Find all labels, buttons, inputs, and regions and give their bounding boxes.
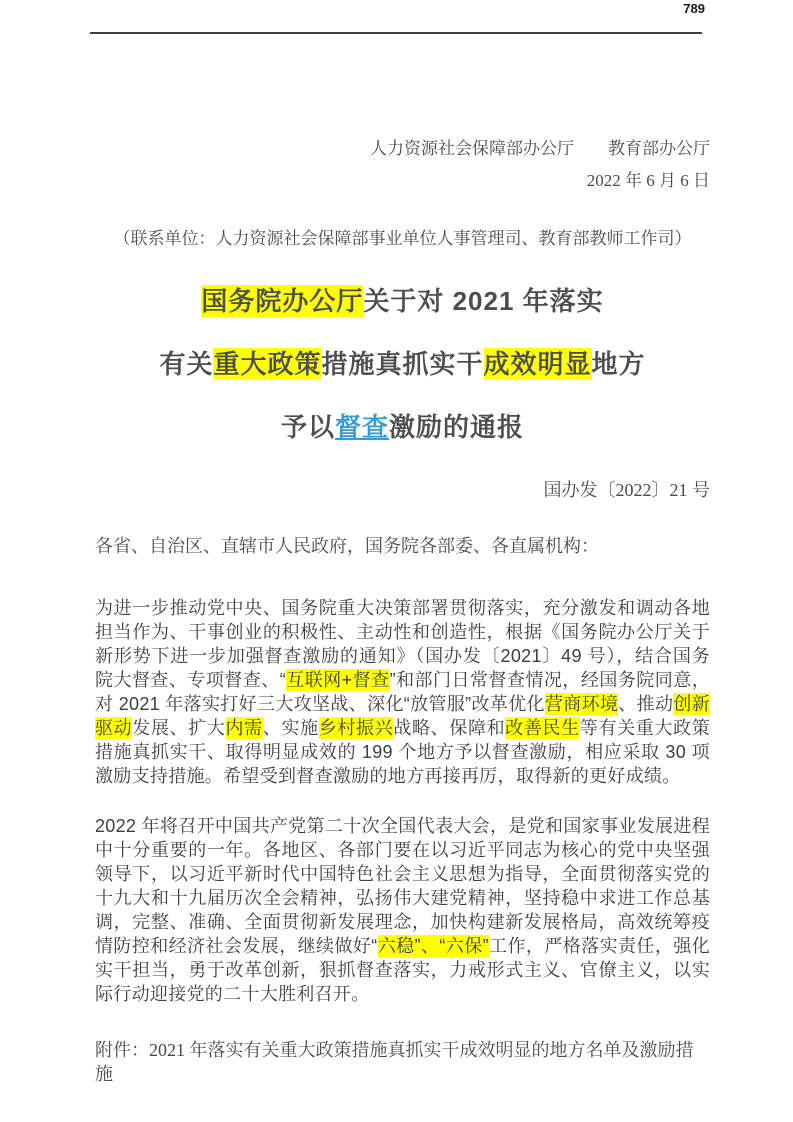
page-number: 789 xyxy=(683,1,705,16)
text-run: 工作，严格落实责任，强化实干担当，勇于改革创新，狠抓督查落实，力戒形式主义、官僚主义，以实际行动迎接党的二十大胜利召开。 xyxy=(95,936,710,1004)
document-title xyxy=(95,280,710,448)
text-run: 发展、扩大 xyxy=(132,718,226,738)
body-paragraph-2 xyxy=(95,814,710,1006)
text-run: 、实施 xyxy=(262,718,319,738)
text-run: 地方 xyxy=(591,349,646,379)
text-run: 等有关重大政策措施真抓实干、取得明显成效的 199 个地方予以督查激励，相应采取 30 项激励支持措施。希望受到督查激励的地方再接再厉，取得新的更好成绩。 xyxy=(95,718,710,786)
text-run: ”和部门日常督查情况，经国务院同意，对 2021 年落实打好三大攻坚战、深化“放管服”改革优化 xyxy=(95,670,710,714)
salutation-line: 各省、自治区、直辖市人民政府，国务院各部委、各直属机构： xyxy=(95,536,599,556)
contact-unit-line: （联系单位：人力资源社会保障部事业单位人事管理司、教育部教师工作司） xyxy=(113,229,692,248)
title-line-2 xyxy=(95,343,710,385)
highlighted-text: 成效明显 xyxy=(483,349,592,379)
text-run: 关于对 2021 年落实 xyxy=(363,286,604,316)
ducha-hyperlink[interactable]: 督查 xyxy=(334,412,389,442)
body-paragraph-1 xyxy=(95,596,710,788)
highlighted-text: 重大政策 xyxy=(213,349,322,379)
title-line-3 xyxy=(95,406,710,448)
text-run: 有关 xyxy=(159,349,214,379)
text-run: 2022 年将召开中国共产党第二十次全国代表大会，是党和国家事业发展进程中十分重要的一年。各地区、各部门要在以习近平同志为核心的党中央坚强领导下，以习近平新时代中国特色社会主义思想为指导，全面贯彻落实党的十九大和十九届历次全会精神，弘扬伟大建党精神，坚持稳中求进工作总基调，完整、准确、全面贯彻新发展理念，加快构建新发展格局，高效统筹疫情防控和经济社会发展，继续做好“ xyxy=(95,816,710,956)
text-run: 为进一步推动党中央、国务院重大决策部署贯彻落实，充分激发和调动各地担当作为、干事创业的积极性、主动性和创造性，根据《国务院办公厅关于新形势下进一步加强督查激励的通知》（国办发〔2021〕49 号），结合国务院大督查、专项督查、“ xyxy=(95,598,710,690)
issuing-agencies: 人力资源社会保障部办公厅 教育部办公厅 xyxy=(370,139,710,158)
header-rule xyxy=(90,32,702,34)
text-run: 措施真抓实干 xyxy=(321,349,484,379)
document-reference-number: 国办发〔2022〕21 号 xyxy=(543,480,710,500)
issue-date: 2022 年 6 月 6 日 xyxy=(586,171,710,190)
highlighted-text: 营商环境 xyxy=(544,694,619,714)
highlighted-text: 乡村振兴 xyxy=(318,718,394,738)
highlighted-text: 互联网+督查 xyxy=(286,670,390,690)
text-run: 激励的通报 xyxy=(389,412,525,442)
text-run: 战略、保障和 xyxy=(393,718,506,738)
title-line-1 xyxy=(95,280,710,322)
highlighted-text: 内需 xyxy=(225,718,263,738)
highlighted-text: 创新驱动 xyxy=(95,694,710,738)
highlighted-text: 国务院办公厅 xyxy=(201,286,364,316)
highlighted-text: 六稳”、“六保” xyxy=(377,936,489,956)
highlighted-text: 改善民生 xyxy=(505,718,580,738)
attachment-line: 附件：2021 年落实有关重大政策措施真抓实干成效明显的地方名单及激励措施 xyxy=(95,1040,694,1084)
text-run: 予以 xyxy=(280,412,335,442)
text-run: 、推动 xyxy=(618,694,674,714)
